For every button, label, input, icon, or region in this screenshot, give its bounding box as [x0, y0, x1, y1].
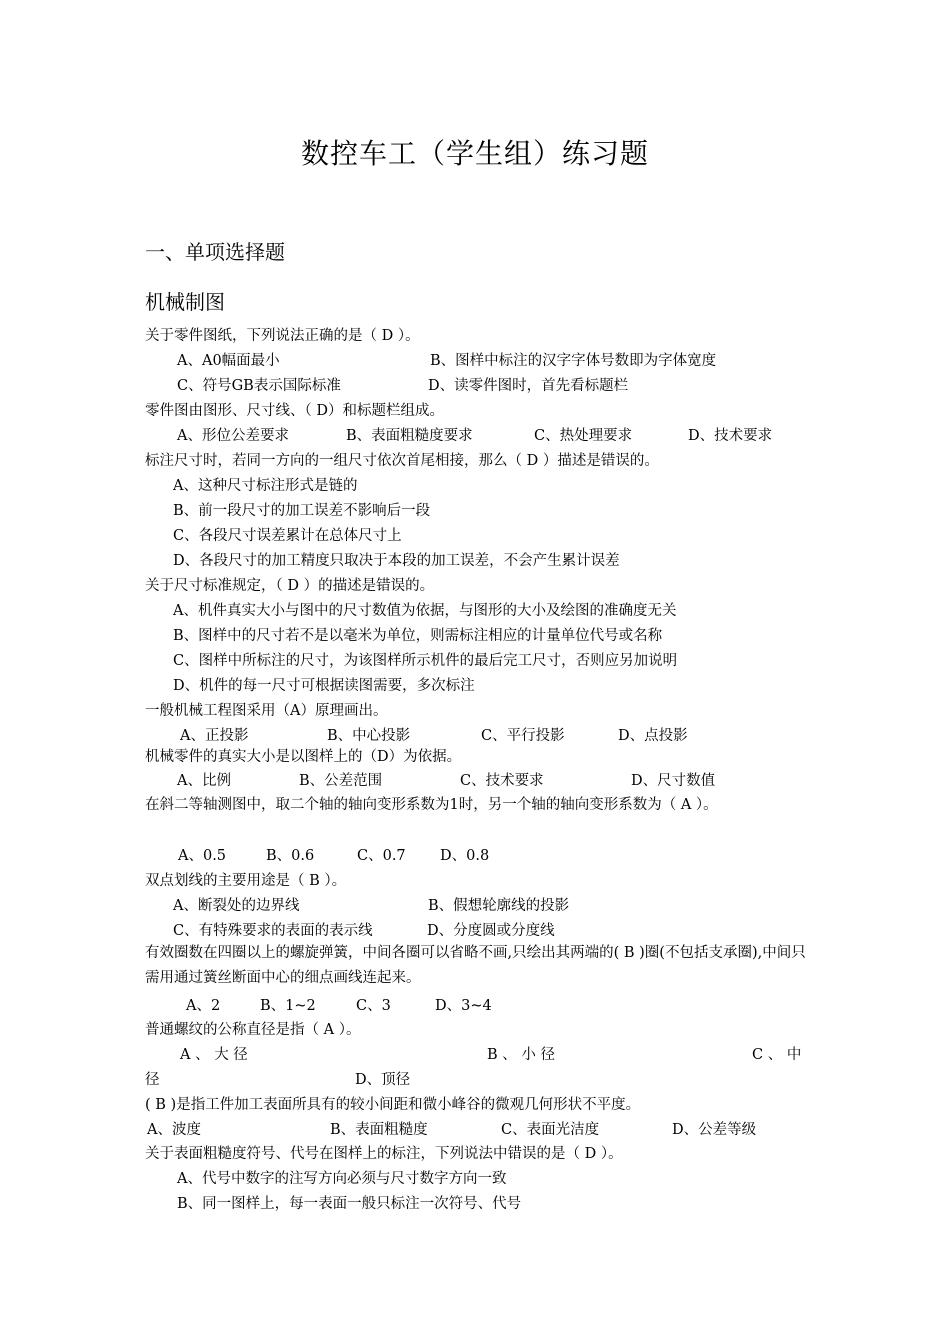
option-b: B、前一段尺寸的加工误差不影响后一段	[173, 503, 431, 519]
option-d: D、3~4	[435, 998, 492, 1014]
option-c: C、有特殊要求的表面的表示线	[173, 923, 373, 939]
option-d: D、尺寸数值	[631, 773, 716, 789]
option-a: A、代号中数字的注写方向必须与尺寸数字方向一致	[177, 1171, 507, 1187]
option-c-continued: 径	[145, 1072, 160, 1088]
question-stem: 普通螺纹的公称直径是指（ A ）。	[145, 1022, 361, 1038]
option-c: C 、 中	[752, 1047, 802, 1063]
question-stem: 关于零件图纸，下列说法正确的是（ D ）。	[145, 328, 420, 344]
option-b: B、1~2	[260, 998, 316, 1014]
option-a: A 、 大 径	[180, 1047, 248, 1063]
option-b: B、公差范围	[299, 773, 383, 789]
option-a: A、波度	[147, 1122, 201, 1138]
option-d: D、0.8	[440, 848, 490, 864]
option-c: C、符号GB表示国际标准	[177, 378, 341, 394]
option-d: D、技术要求	[688, 428, 773, 444]
option-d: D、机件的每一尺寸可根据读图需要，多次标注	[173, 678, 475, 694]
option-a: A、机件真实大小与图中的尺寸数值为依据，与图形的大小及绘图的准确度无关	[173, 603, 677, 619]
option-d: D、各段尺寸的加工精度只取决于本段的加工误差，不会产生累计误差	[173, 553, 620, 569]
option-b: B、中心投影	[327, 728, 411, 744]
option-b: B、图样中标注的汉字字体号数即为字体宽度	[430, 353, 717, 369]
option-c: C、各段尺寸误差累计在总体尺寸上	[173, 528, 402, 544]
option-d: D、分度圆或分度线	[427, 923, 555, 939]
question-stem: 一般机械工程图采用（A）原理画出。	[145, 703, 388, 719]
option-c: C、图样中所标注的尺寸，为该图样所示机件的最后完工尺寸，否则应另加说明	[173, 653, 678, 669]
document-title: 数控车工（学生组）练习题	[300, 137, 649, 170]
option-b: B、假想轮廓线的投影	[428, 898, 570, 914]
option-a: A、0.5	[178, 848, 227, 864]
option-d: D、公差等级	[672, 1122, 757, 1138]
option-b: B 、 小 径	[487, 1047, 555, 1063]
option-c: C、表面光洁度	[501, 1122, 600, 1138]
option-c: C、热处理要求	[534, 428, 633, 444]
question-stem: 关于尺寸标准规定，（ D ）的描述是错误的。	[145, 578, 435, 594]
question-stem: 双点划线的主要用途是（ B ）。	[145, 873, 347, 889]
question-stem: 关于表面粗糙度符号、代号在图样上的标注，下列说法中错误的是（ D ）。	[145, 1146, 623, 1162]
option-a: A、形位公差要求	[177, 428, 289, 444]
option-d: D、顶径	[355, 1072, 411, 1088]
question-stem: 零件图由图形、尺寸线、（ D）和标题栏组成。	[145, 403, 444, 419]
question-stem: 标注尺寸时，若同一方向的一组尺寸依次首尾相接，那么（ D ）描述是错误的。	[145, 453, 659, 469]
section-heading: 一、单项选择题	[145, 240, 285, 264]
question-stem: 在斜二等轴测图中，取二个轴的轴向变形系数为1时，另一个轴的轴向变形系数为（ A ）。	[145, 797, 718, 813]
question-stem: ( B )是指工件加工表面所具有的较小间距和微小峰谷的微观几何形状不平度。	[145, 1097, 641, 1113]
option-b: B、表面粗糙度	[330, 1122, 428, 1138]
option-d: D、读零件图时，首先看标题栏	[428, 378, 629, 394]
option-a: A、正投影	[180, 728, 249, 744]
question-stem: 机械零件的真实大小是以图样上的（D）为依据。	[145, 749, 462, 765]
option-b: B、同一图样上，每一表面一般只标注一次符号、代号	[177, 1196, 522, 1212]
option-b: B、0.6	[266, 848, 315, 864]
option-c: C、3	[356, 998, 391, 1014]
option-c: C、0.7	[357, 848, 406, 864]
option-a: A、断裂处的边界线	[173, 898, 300, 914]
option-a: A、2	[186, 998, 221, 1014]
option-b: B、表面粗糙度要求	[346, 428, 473, 444]
question-stem: 有效圈数在四圈以上的螺旋弹簧，中间各圈可以省略不画,只绘出其两端的( B )圈(不包括支承圈),中间只需用通过簧丝断面中心的细点画线连起来。	[145, 945, 806, 986]
option-a: A、A0幅面最小	[177, 353, 280, 369]
option-b: B、图样中的尺寸若不是以毫米为单位，则需标注相应的计量单位代号或名称	[173, 628, 663, 644]
option-c: C、技术要求	[460, 773, 544, 789]
option-a: A、比例	[177, 773, 231, 789]
option-d: D、点投影	[618, 728, 688, 744]
option-a: A、这种尺寸标注形式是链的	[173, 478, 358, 494]
option-c: C、平行投影	[481, 728, 565, 744]
subsection-heading: 机械制图	[145, 290, 225, 314]
